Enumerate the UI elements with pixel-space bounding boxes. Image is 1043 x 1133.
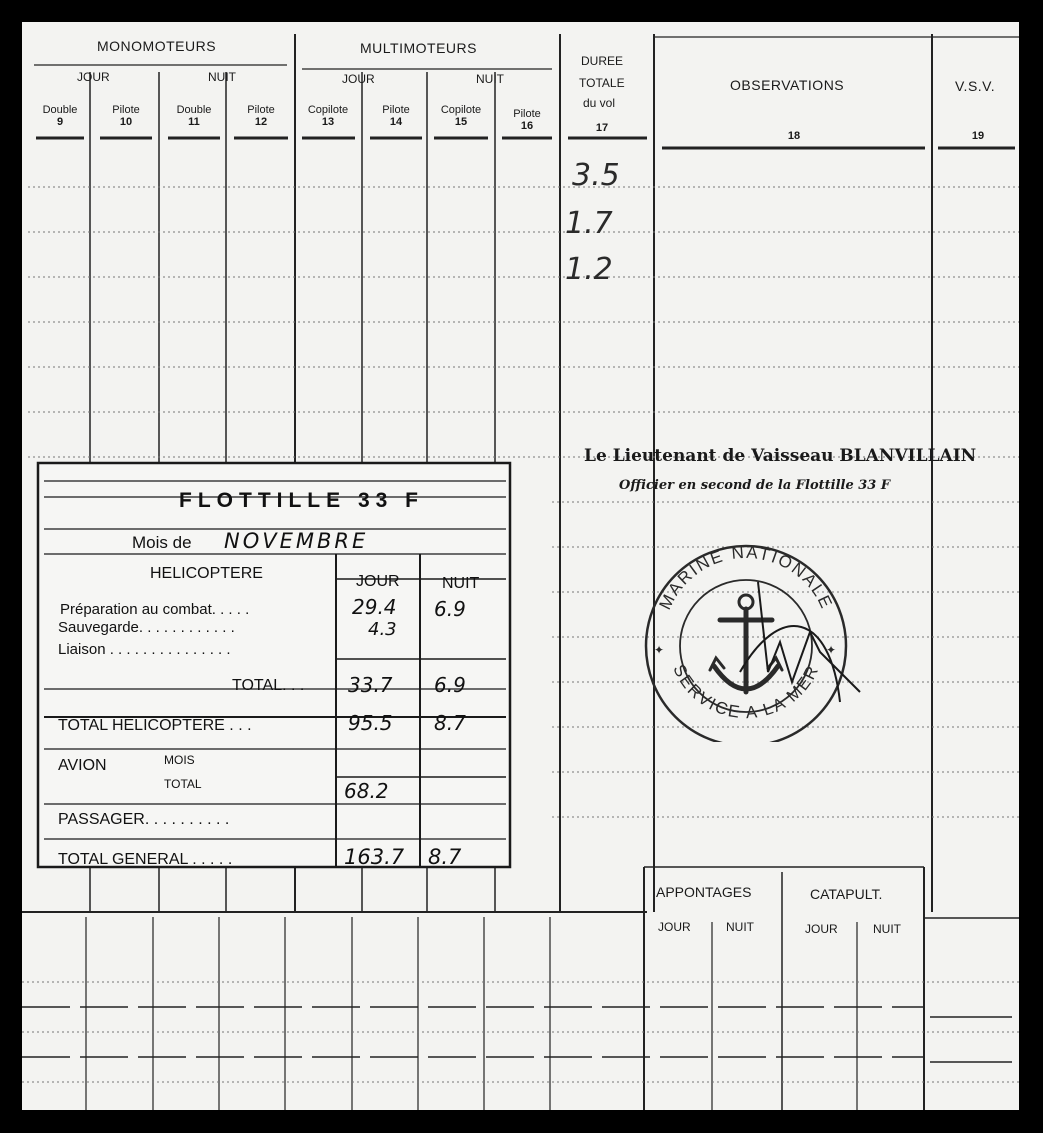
stamp-row-combat-jour: 29.4 xyxy=(352,595,397,619)
logbook-page xyxy=(22,22,1019,1110)
stamp-nuit-header: NUIT xyxy=(442,575,480,592)
appontages-jour: JOUR xyxy=(658,920,691,934)
svg-text:SERVICE A LA MER: SERVICE A LA MER xyxy=(669,661,823,723)
stamp-avion-label: AVION xyxy=(58,757,107,774)
stamp-avion-total-value: 68.2 xyxy=(344,779,389,803)
col-18-header: 18 xyxy=(787,130,801,142)
observations-header: OBSERVATIONS xyxy=(730,77,845,93)
col-14-header: Pilote 14 xyxy=(382,104,410,128)
col-13-header: Copilote 13 xyxy=(307,104,349,128)
flight-totals-stamp xyxy=(36,459,514,869)
stamp-total-general-nuit: 8.7 xyxy=(428,845,462,869)
signature-line1: Le Lieutenant de Vaisseau BLANVILLAIN xyxy=(584,446,977,466)
catapult-jour: JOUR xyxy=(805,922,838,936)
col-10-header: Pilote 10 xyxy=(112,104,140,128)
duree-line1: DUREE xyxy=(581,54,624,68)
svg-text:MARINE NATIONALE: MARINE NATIONALE xyxy=(655,542,837,613)
stamp-row-sauvegarde-jour: 4.3 xyxy=(368,619,397,640)
stamp-total-general-jour: 163.7 xyxy=(344,845,405,869)
stamp-total-helicoptere-label: TOTAL HELICOPTERE . . . xyxy=(58,717,252,734)
duration-entry-2: 1.7 xyxy=(565,206,613,241)
monomoteurs-header: MONOMOTEURS xyxy=(97,38,217,54)
col-16-header: Pilote 16 xyxy=(513,108,541,132)
svg-text:✦: ✦ xyxy=(826,643,837,657)
signature-line2: Officier en second de la Flottille 33 F xyxy=(619,478,891,493)
stamp-row-combat-label: Préparation au combat. . . . . xyxy=(60,601,250,618)
stamp-mois-value: NOVEMBRE xyxy=(224,529,369,553)
stamp-total-jour: 33.7 xyxy=(348,673,393,697)
col-15-header: Copilote 15 xyxy=(440,104,482,128)
marine-nationale-seal xyxy=(640,542,880,742)
duration-entry-3: 1.2 xyxy=(565,252,613,287)
stamp-mois-label: Mois de xyxy=(132,533,192,552)
col-19-header: 19 xyxy=(971,130,985,142)
stamp-avion-mois-label: MOIS xyxy=(164,753,195,767)
appontages-header: APPONTAGES xyxy=(656,884,752,900)
stamp-total-helicoptere-nuit: 8.7 xyxy=(434,711,466,735)
stamp-row-sauvegarde-label: Sauvegarde. . . . . . . . . . . . xyxy=(58,619,235,636)
duree-line2: TOTALE xyxy=(579,76,625,90)
mono-nuit-label: NUIT xyxy=(208,70,236,84)
duration-entry-1: 3.5 xyxy=(572,158,620,193)
duree-line3: du vol xyxy=(583,96,616,110)
catapult-header: CATAPULT. xyxy=(810,886,883,902)
stamp-row-combat-nuit: 6.9 xyxy=(434,597,466,621)
svg-text:✦: ✦ xyxy=(654,643,665,657)
stamp-total-general-label: TOTAL GENERAL . . . . . xyxy=(58,851,233,868)
vsv-header: V.S.V. xyxy=(955,78,996,94)
col-17-header: 17 xyxy=(595,122,609,134)
stamp-total-helicoptere-jour: 95.5 xyxy=(348,711,393,735)
stamp-total-nuit: 6.9 xyxy=(434,673,466,697)
stamp-total-label: TOTAL. . . xyxy=(232,677,305,694)
stamp-passager-label: PASSAGER. . . . . . . . . . xyxy=(58,811,230,828)
stamp-row-liaison-label: Liaison . . . . . . . . . . . . . . . xyxy=(58,641,231,658)
stamp-title: FLOTTILLE 33 F xyxy=(179,489,424,512)
multimoteurs-header: MULTIMOTEURS xyxy=(360,40,477,56)
multi-jour-label: JOUR xyxy=(342,72,375,86)
multi-nuit-label: NUIT xyxy=(476,72,504,86)
stamp-avion-total-label: TOTAL xyxy=(164,777,202,791)
catapult-nuit: NUIT xyxy=(873,922,901,936)
col-12-header: Pilote 12 xyxy=(247,104,275,128)
mono-jour-label: JOUR xyxy=(77,70,110,84)
anchor-icon xyxy=(710,595,782,692)
stamp-helicoptere-label: HELICOPTERE xyxy=(150,565,263,582)
col-9-header: Double 9 xyxy=(42,104,78,128)
col-11-header: Double 11 xyxy=(176,104,212,128)
stamp-jour-header: JOUR xyxy=(356,573,400,590)
appontages-nuit: NUIT xyxy=(726,920,754,934)
